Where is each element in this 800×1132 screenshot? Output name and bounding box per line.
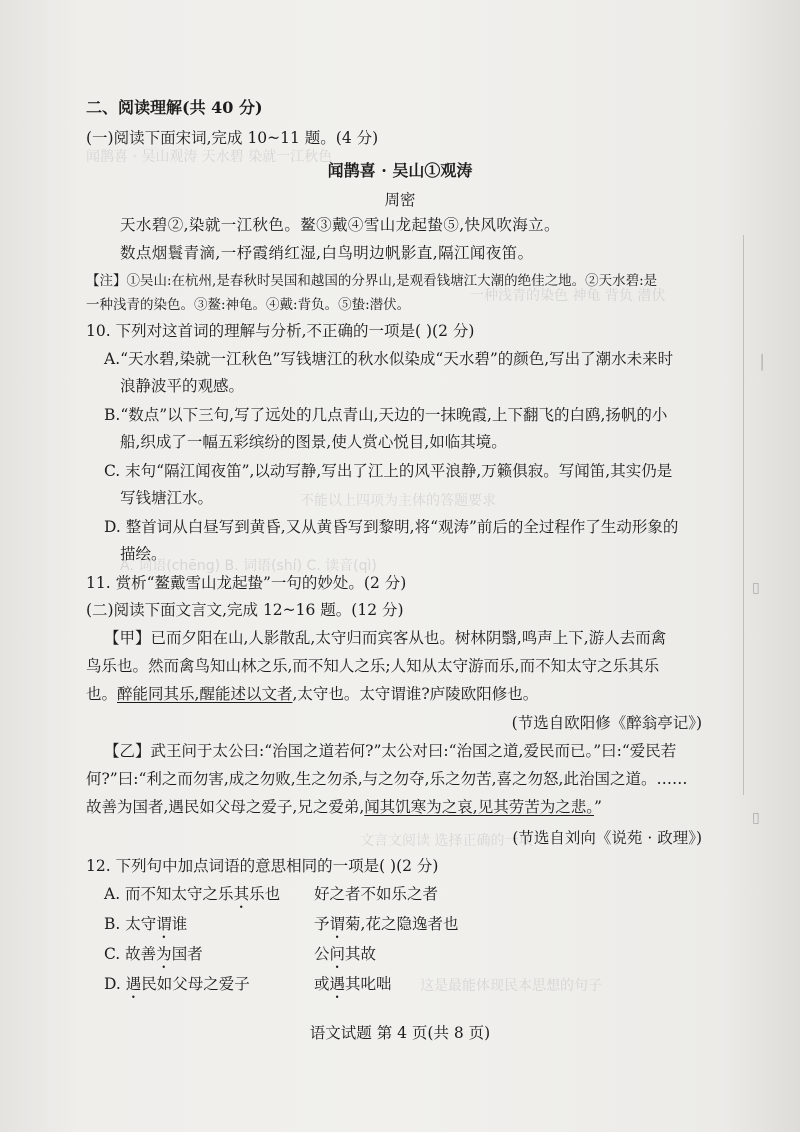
q10-option-b: B.“数点”以下三句,写了远处的几点青山,天边的一抹晚霞,上下翻飞的白鸥,扬帆的小 [104,406,668,424]
passage-yi-1: 【乙】武王问于太公曰:“治国之道若何?”太公对曰:“治国之道,爱民而已。”曰:“爱民若 [104,742,677,760]
bleed-through-text: 文言文阅读 选择正确的一项 [360,833,533,849]
q10-option-c: C. 末句“隔江闻夜笛”,以动写静,写出了江上的风平浪静,万籁俱寂。写闻笛,其实仍是 [104,462,673,480]
q10-option-a-cont: 浪静波平的观感。 [120,377,245,395]
q10-stem: 10. 下列对这首词的理解与分析,不正确的一项是( )(2 分) [86,322,475,340]
q10-option-d-cont: 描绘。 [120,545,167,563]
poem-author: 周密 [384,191,416,209]
bleed-through-text: 一种浅青的染色 神龟 背负 潜伏 [470,288,666,304]
q10-option-d: D. 整首词从白昼写到黄昏,又从黄昏写到黎明,将“观涛”前后的全过程作了生动形象的 [104,518,679,536]
q12-option-b-left: B. 太守谓谁 [104,915,188,933]
poem-line-2: 数点烟鬟青滴,一杼霞绡红湿,白鸟明边帆影直,隔江闻夜笛。 [120,244,534,262]
q11-stem: 11. 赏析“鳌戴雪山龙起蛰”一句的妙处。(2 分) [86,574,407,592]
q12-option-d-left: D. 遇民如父母之爱子 [104,975,250,993]
section-title: 二、阅读理解(共 40 分) [86,98,263,117]
passage-yi-3 [86,796,602,818]
bleed-through-text: 闻鹊喜 · 吴山观涛 天水碧 染就一江秋色 [86,149,333,165]
passage-yi-2: 何?”曰:“利之而勿害,成之勿败,生之勿杀,与之勿夺,乐之勿苦,喜之勿怒,此治国之道。…… [86,770,688,788]
q10-option-c-cont: 写钱塘江水。 [120,489,214,507]
q12-option-c-right: 公问其故 [314,945,377,963]
passage-jia-2: 鸟乐也。然而禽鸟知山林之乐,而不知人之乐;人知从太守游而乐,而不知太守之乐其乐 [86,657,660,675]
q12-stem: 12. 下列句中加点词语的意思相同的一项是( )(2 分) [86,857,439,875]
binding-line [743,235,744,795]
poem-note-2: 一种浅青的染色。③鳌:神龟。④戴:背负。⑤蛰:潜伏。 [86,297,411,313]
q10-option-a: A.“天水碧,染就一江秋色”写钱塘江的秋水似染成“天水碧”的颜色,写出了潮水未来时 [104,350,674,368]
poem-note-1: 【注】①吴山:在杭州,是春秋时吴国和越国的分界山,是观看钱塘江大潮的绝佳之地。②天水碧:是 [86,273,658,289]
q12-option-d-right: 或遇其叱咄 [314,975,392,993]
q12-option-c-left: C. 故善为国者 [104,945,203,963]
q12-option-a-left: A. 而不知太守之乐其乐也 [104,885,281,903]
q12-option-a-right: 好之者不如乐之者 [314,885,439,903]
passage-jia-3a: 也。 [86,685,118,703]
part1-instruction: (一)阅读下面宋词,完成 10~11 题。(4 分) [86,129,379,147]
passage-jia-3 [86,683,538,705]
passage-jia-1: 【甲】已而夕阳在山,人影散乱,太守归而宾客从也。树林阴翳,鸣声上下,游人去而禽 [104,629,667,647]
margin-mark: ▯ [752,580,760,596]
passage-yi-3a: 故善为国者,遇民如父母之爱子,兄之爱弟, [86,798,365,816]
margin-mark: │ [758,355,767,371]
passage-jia-3c: ,太守也。太守谓谁?庐陵欧阳修也。 [292,685,539,703]
passage-jia-source: (节选自欧阳修《醉翁亭记》) [511,714,702,732]
bleed-through-text: A. 词语(chēng) B. 词语(shí) C. 读音(qì) [120,558,377,574]
passage-jia-underlined: 醉能同其乐,醒能述以文者 [117,685,293,703]
bleed-through-text: 不能以上四项为主体的答题要求 [300,493,496,509]
q12-option-b-right: 予谓菊,花之隐逸者也 [314,915,459,933]
poem-title: 闻鹊喜 · 吴山①观涛 [327,161,473,180]
passage-yi-source: (节选自刘向《说苑 · 政理》) [512,829,702,847]
passage-yi-underlined: 闻其饥寒为之哀,见其劳苦为之悲。 [364,798,594,816]
bleed-through-text: 这是最能体现民本思想的句子 [420,978,602,994]
part2-instruction: (二)阅读下面文言文,完成 12~16 题。(12 分) [86,601,404,619]
page-footer: 语文试题 第 4 页(共 8 页) [309,1024,491,1042]
poem-line-1: 天水碧②,染就一江秋色。鳌③戴④雪山龙起蛰⑤,快风吹海立。 [120,216,560,234]
passage-yi-3c: ” [593,798,602,816]
margin-mark: ▯ [752,810,760,826]
q10-option-b-cont: 船,织成了一幅五彩缤纷的图景,使人赏心悦目,如临其境。 [120,433,507,451]
